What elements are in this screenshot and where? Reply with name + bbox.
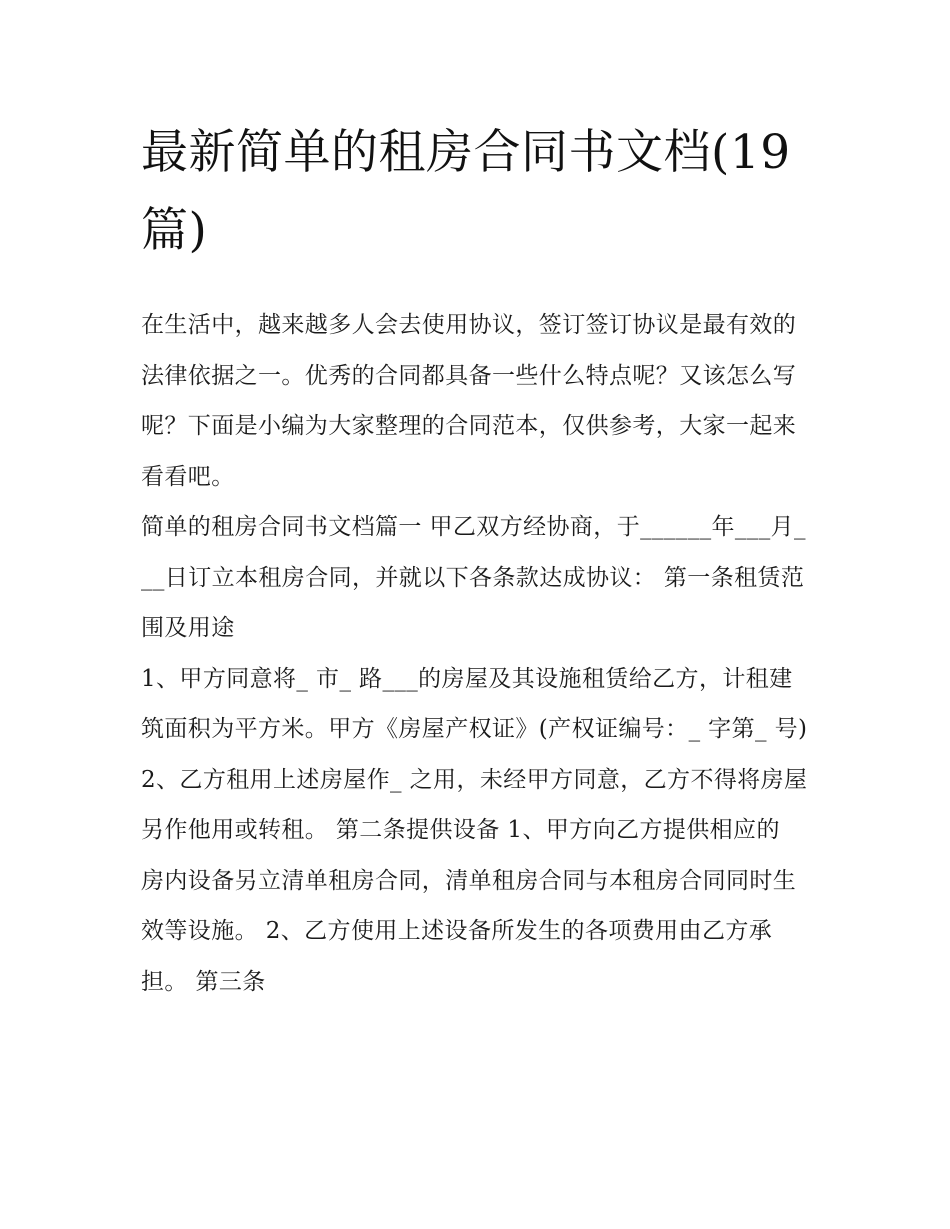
- equipment-paragraph: 房内设备另立清单租房合同，清单租房合同与本租房合同同时生效等设施。 2、乙方使用上述设备所发生的各项费用由乙方承担。 第三条: [141, 867, 797, 995]
- document-title: 最新简单的租房合同书文档(19篇): [141, 125, 791, 258]
- clause-1-paragraph: 1、甲方同意将_ 市_ 路___的房屋及其设施租赁给乙方，计租建筑面积为平方米。甲方《房屋产权证》(产权证编号：_ 字第_ 号): [141, 665, 808, 742]
- document-body: [141, 300, 811, 1007]
- contract-opening-paragraph: 简单的租房合同书文档篇一 甲乙双方经协商，于______年___月___日订立本租房合同，并就以下各条款达成协议： 第一条租赁范围及用途: [141, 514, 806, 641]
- intro-paragraph: 在生活中，越来越多人会去使用协议，签订签订协议是最有效的法律依据之一。优秀的合同都具备一些什么特点呢？又该怎么写呢？下面是小编为大家整理的合同范本，仅供参考，大家一起来看看吧。: [141, 312, 797, 490]
- document-content: [141, 114, 811, 1007]
- clause-2-paragraph: 2、乙方租用上述房屋作_ 之用，未经甲方同意，乙方不得将房屋另作他用或转租。 第二条提供设备 1、甲方向乙方提供相应的: [141, 766, 808, 843]
